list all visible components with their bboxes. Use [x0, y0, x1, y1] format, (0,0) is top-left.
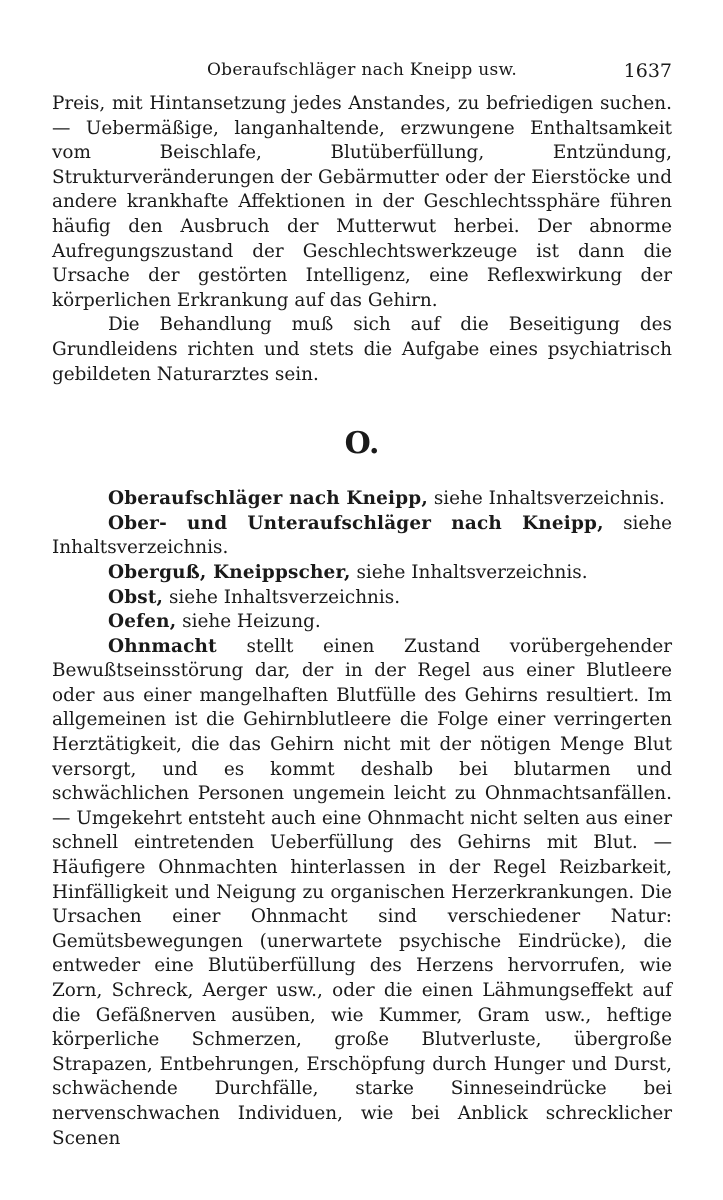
entry-lemma: Ober- und Unteraufschläger nach Kneipp, [108, 512, 604, 534]
entry-lemma: Ohnmacht [108, 635, 217, 657]
entry-text: siehe Inhaltsverzeichnis. [52, 512, 673, 559]
entry [52, 586, 672, 611]
page-number: 1637 [623, 60, 672, 82]
book-page [52, 56, 672, 1151]
page-body [52, 92, 672, 1151]
page-header [52, 56, 672, 92]
entry-lemma: Oefen, [108, 611, 177, 633]
running-head: Oberaufschläger nach Kneipp usw. [206, 60, 518, 80]
entry [52, 487, 672, 512]
entry [52, 512, 672, 561]
continuation-paragraph: Preis, mit Hintansetzung jedes Anstandes, zu befriedigen suchen. — Uebermäßige, langanhaltende, erzwungene Enthaltsamkeit vom Beischlafe, Blutüberfüllung, Entzündung, Strukturveränderungen der Gebärmutter oder der Eierstöcke und andere krankhafte Affektionen in der Geschlechtssphäre führen häufig den Ausbruch der Mutterwut herbei. Der abnorme Aufregungszustand der Geschlechtswerkzeuge ist dann die Ursache der gestörten Intelligenz, eine Reflexwirkung der körperlichen Erkrankung auf das Gehirn. [52, 93, 672, 311]
entry-text: siehe Inhaltsverzeichnis. [163, 586, 401, 608]
entry [52, 561, 672, 586]
entry-lemma: Obst, [108, 586, 164, 608]
entry-text: stellt einen Zustand vorübergehender Bewußtseinsstörung dar, der in der Regel aus einer Blutleere oder aus einer mangelhaften Blutfülle des Gehirns resultiert. Im allgemeinen ist die Gehirnblutleere die Folge einer verringerten Herztätigkeit, die das Gehirn nicht mit der nötigen Menge Blut versorgt, und es kommt deshalb bei blutarmen und schwächlichen Personen ungemein leicht zu Ohnmachtsanfällen. — Umgekehrt entsteht auch eine Ohnmacht nicht selten aus einer schnell eintretenden Ueberfüllung des Gehirns mit Blut. — Häufigere Ohnmachten hinterlassen in der Regel Reizbarkeit, Hinfälligkeit und Neigung zu organischen Herzerkrankungen. Die Ursachen einer Ohnmacht sind verschiedener Natur: Gemütsbewegungen (unerwartete psychische Eindrücke), die entweder eine Blutüberfüllung des Herzens hervorrufen, wie Zorn, Schreck, Aerger usw., oder die einen Lähmungseffekt auf die Gefäßnerven ausüben, wie Kummer, Gram usw., heftige körperliche Schmerzen, große Blutverluste, übergroße Strapazen, Entbehrungen, Erschöpfung durch Hunger und Durst, schwächende Durchfälle, starke Sinneseindrücke bei nervenschwachen Individuen, wie bei Anblick schrecklicher Scenen [52, 635, 672, 1149]
entry-text: siehe Inhaltsverzeichnis. [427, 488, 665, 510]
entry-text: siehe Heizung. [176, 611, 321, 633]
section-letter: O. [344, 426, 380, 462]
entry-lemma: Oberaufschläger nach Kneipp, [108, 488, 428, 510]
entry [52, 610, 672, 635]
continuation-paragraph: Die Behandlung muß sich auf die Beseitigung des Grundleidens richten und stets die Aufgabe eines psychiatrisch gebildeten Naturarztes sein. [52, 314, 672, 385]
entry-lemma: Oberguß, Kneippscher, [108, 561, 351, 583]
entry [52, 635, 672, 1151]
entry-text: siehe Inhaltsverzeichnis. [350, 561, 588, 583]
